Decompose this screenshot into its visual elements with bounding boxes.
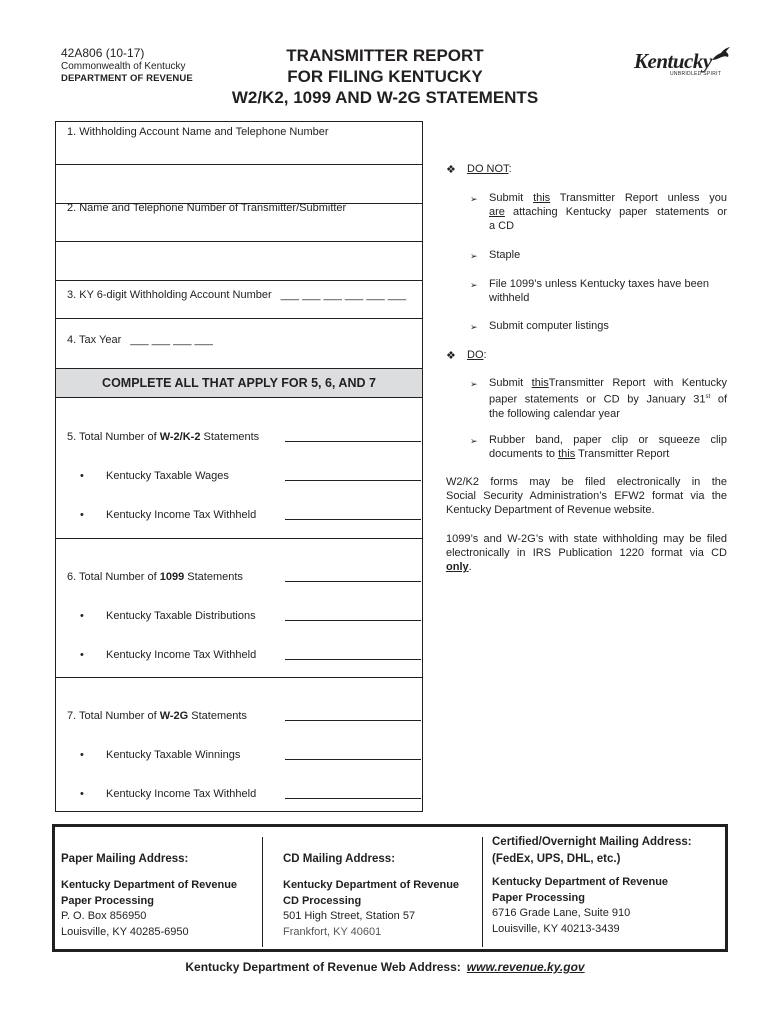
- cd-mailing-heading: CD Mailing Address:: [283, 853, 396, 865]
- web-address-footer: [0, 960, 770, 974]
- bullet: •: [80, 470, 84, 482]
- complete-all-banner: COMPLETE ALL THAT APPLY FOR 5, 6, AND 7: [56, 368, 422, 398]
- arrow-bullet-icon: ➢: [470, 280, 478, 290]
- do-not-heading: DO NOT:: [467, 163, 512, 175]
- field-5-prefix: 5. Total Number of: [67, 431, 160, 443]
- field-7-suffix: Statements: [188, 710, 247, 722]
- title-line-3: W2/K2, 1099 AND W-2G STATEMENTS: [231, 88, 539, 107]
- field-2-label: 2. Name and Telephone Number of Transmitter/Submitter: [67, 202, 347, 214]
- do-not-item-2: Staple: [489, 249, 521, 261]
- field-5a-label: [80, 470, 229, 482]
- field-7a-input[interactable]: [285, 759, 421, 760]
- d1-e: the following calendar year: [489, 407, 620, 420]
- field-6a-input[interactable]: [285, 620, 421, 621]
- cert-l2: Paper Processing: [492, 891, 585, 904]
- section-5-divider: [56, 538, 422, 539]
- d2-this: this: [558, 448, 576, 460]
- p1-l3: Kentucky Department of Revenue website.: [446, 504, 655, 516]
- bullet: •: [80, 749, 84, 761]
- p2-l2: electronically in IRS Publication 1220 format via CD: [446, 547, 727, 559]
- field-5a-text: Kentucky Taxable Wages: [106, 470, 229, 482]
- field-1-label: 1. Withholding Account Name and Telephone Number: [67, 126, 329, 138]
- d1-c: paper statements or CD by January 31: [489, 393, 706, 406]
- cd-l2: CD Processing: [283, 894, 362, 907]
- field-4-text: 4. Tax Year: [67, 334, 122, 346]
- bullet: •: [80, 649, 84, 661]
- arrow-bullet-icon: ➢: [470, 251, 478, 261]
- field-6a-label: [80, 610, 256, 622]
- form-title: [220, 45, 550, 108]
- certified-mailing-address: [492, 875, 668, 937]
- dn1-c: attaching Kentucky paper statements or: [504, 206, 727, 218]
- field-7-type: W-2G: [159, 710, 189, 722]
- title-line-2: FOR FILING KENTUCKY: [287, 67, 483, 86]
- d1-this: this: [531, 377, 549, 389]
- cd-l4: Frankfort, KY 40601: [283, 925, 382, 938]
- field-6-type: 1099: [159, 571, 185, 583]
- field-5-type: W-2/K-2: [159, 431, 201, 443]
- dn1-b: Transmitter Report unless you: [550, 192, 727, 204]
- field-3-blanks[interactable]: ___ ___ ___ ___ ___ ___: [280, 289, 407, 301]
- do-text: DO: [467, 349, 484, 361]
- logo-wordmark: Kentucky: [634, 49, 712, 73]
- field-3-label: [67, 289, 406, 301]
- certified-mailing-heading: [492, 834, 692, 868]
- field-5b-input[interactable]: [285, 519, 421, 520]
- field-3-divider: [56, 318, 422, 319]
- bullet: •: [80, 509, 84, 521]
- field-2-input-line[interactable]: [56, 280, 422, 281]
- dn1-a: Submit: [489, 192, 534, 204]
- dn3-a: File 1099’s unless Kentucky taxes have been: [489, 278, 709, 290]
- d2-c: Transmitter Report: [575, 448, 670, 460]
- field-5-input[interactable]: [285, 441, 421, 442]
- field-6-label: [67, 571, 243, 583]
- field-7-label: [67, 710, 247, 722]
- column-divider: [262, 837, 263, 947]
- dn1-d: a CD: [489, 220, 515, 232]
- p1-l1: W2/K2 forms may be filed electronically in the: [446, 476, 727, 488]
- dn1-this: this: [533, 192, 551, 204]
- cert-l1: Kentucky Department of Revenue: [492, 876, 669, 888]
- field-5-suffix: Statements: [200, 431, 260, 443]
- cd-l3: 501 High Street, Station 57: [283, 910, 416, 922]
- cd-l1: Kentucky Department of Revenue: [283, 879, 460, 891]
- arrow-bullet-icon: ➢: [470, 194, 478, 204]
- d2-a: Rubber band, paper clip or squeeze clip: [489, 434, 727, 446]
- d1-a: Submit: [489, 377, 532, 389]
- field-7b-input[interactable]: [285, 798, 421, 799]
- do-item-2: [489, 433, 727, 461]
- cert-head-l2: (FedEx, UPS, DHL, etc.): [492, 853, 621, 865]
- bullet: •: [80, 610, 84, 622]
- web-address-link[interactable]: www.revenue.ky.gov: [466, 960, 585, 974]
- mailing-addresses-box: [52, 824, 728, 952]
- field-6b-text: Kentucky Income Tax Withheld: [106, 649, 257, 661]
- field-5-label: [67, 431, 259, 443]
- d1-b: Transmitter Report with Kentucky: [548, 377, 727, 389]
- arrow-bullet-icon: ➢: [470, 379, 478, 389]
- field-7b-label: [80, 788, 256, 800]
- p1-l2: Social Security Administration’s EFW2 format via the: [446, 490, 727, 502]
- field-5b-label: [80, 509, 256, 521]
- bullet: •: [80, 788, 84, 800]
- dn1-are: are: [489, 206, 505, 218]
- do-heading: DO:: [467, 349, 487, 361]
- field-1-divider: [56, 164, 422, 165]
- field-6-suffix: Statements: [184, 571, 243, 583]
- do-not-item-3: [489, 277, 709, 305]
- dn3-b: withheld: [489, 292, 530, 304]
- diamond-bullet-icon: ❖: [446, 350, 456, 362]
- field-7a-text: Kentucky Taxable Winnings: [106, 749, 241, 761]
- field-5a-input[interactable]: [285, 480, 421, 481]
- column-divider: [482, 837, 483, 947]
- field-6a-text: Kentucky Taxable Distributions: [106, 610, 256, 622]
- do-not-item-4: Submit computer listings: [489, 320, 609, 332]
- field-4-label: [67, 334, 213, 346]
- cert-head-l1: Certified/Overnight Mailing Address:: [492, 836, 692, 848]
- p2-l1: 1099’s and W-2G’s with state withholding may be filed: [446, 533, 727, 545]
- do-not-item-1: [489, 191, 727, 233]
- field-5b-text: Kentucky Income Tax Withheld: [106, 509, 257, 521]
- logo-tagline: UNBRIDLED SPIRIT: [670, 71, 722, 77]
- field-6-prefix: 6. Total Number of: [67, 571, 160, 583]
- paper-mailing-heading: Paper Mailing Address:: [61, 853, 189, 865]
- paper-l1: Kentucky Department of Revenue: [61, 879, 238, 891]
- do-item-1: [489, 376, 727, 421]
- field-7a-label: [80, 749, 240, 761]
- d1-d: of: [710, 393, 727, 406]
- field-6b-input[interactable]: [285, 659, 421, 660]
- paper-l4: Louisville, KY 40285-6950: [61, 925, 189, 938]
- field-7-prefix: 7. Total Number of: [67, 710, 160, 722]
- cd-mailing-address: [283, 878, 459, 940]
- paper-mailing-address: [61, 878, 237, 940]
- title-line-1: TRANSMITTER REPORT: [286, 46, 484, 65]
- do-not-text: DO NOT: [467, 163, 509, 175]
- electronic-filing-paragraph-1: [446, 475, 727, 517]
- arrow-bullet-icon: ➢: [470, 322, 478, 332]
- cert-l4: Louisville, KY 40213-3439: [492, 922, 620, 935]
- cert-l3: 6716 Grade Lane, Suite 910: [492, 907, 631, 919]
- kentucky-logo: [632, 46, 730, 80]
- d1-sup: st: [705, 394, 711, 400]
- field-7-input[interactable]: [285, 720, 421, 721]
- field-4-blanks[interactable]: ___ ___ ___ ___: [130, 334, 213, 346]
- field-6b-label: [80, 649, 256, 661]
- arrow-bullet-icon: ➢: [470, 436, 478, 446]
- field-2-divider: [56, 241, 422, 242]
- paper-l2: Paper Processing: [61, 894, 154, 907]
- horse-icon: [710, 46, 732, 66]
- diamond-bullet-icon: ❖: [446, 164, 456, 176]
- d2-b: documents to: [489, 448, 559, 460]
- form-number: 42A806 (10-17): [61, 46, 145, 60]
- web-address-label: Kentucky Department of Revenue Web Address:: [185, 960, 461, 974]
- department-label: DEPARTMENT OF REVENUE: [61, 73, 193, 84]
- section-6-divider: [56, 677, 422, 678]
- field-6-input[interactable]: [285, 581, 421, 582]
- electronic-filing-paragraph-2: 1099’s and W-2G’s with state withholding may be filed electronically in IRS Publication 1220 format via CD only.: [446, 533, 727, 573]
- p2-only: only: [446, 561, 469, 573]
- field-7b-text: Kentucky Income Tax Withheld: [106, 788, 257, 800]
- paper-l3: P. O. Box 856950: [61, 910, 147, 922]
- field-3-text: 3. KY 6-digit Withholding Account Number: [67, 289, 272, 301]
- form-fields-box: [55, 121, 423, 812]
- commonwealth-label: Commonwealth of Kentucky: [61, 61, 186, 72]
